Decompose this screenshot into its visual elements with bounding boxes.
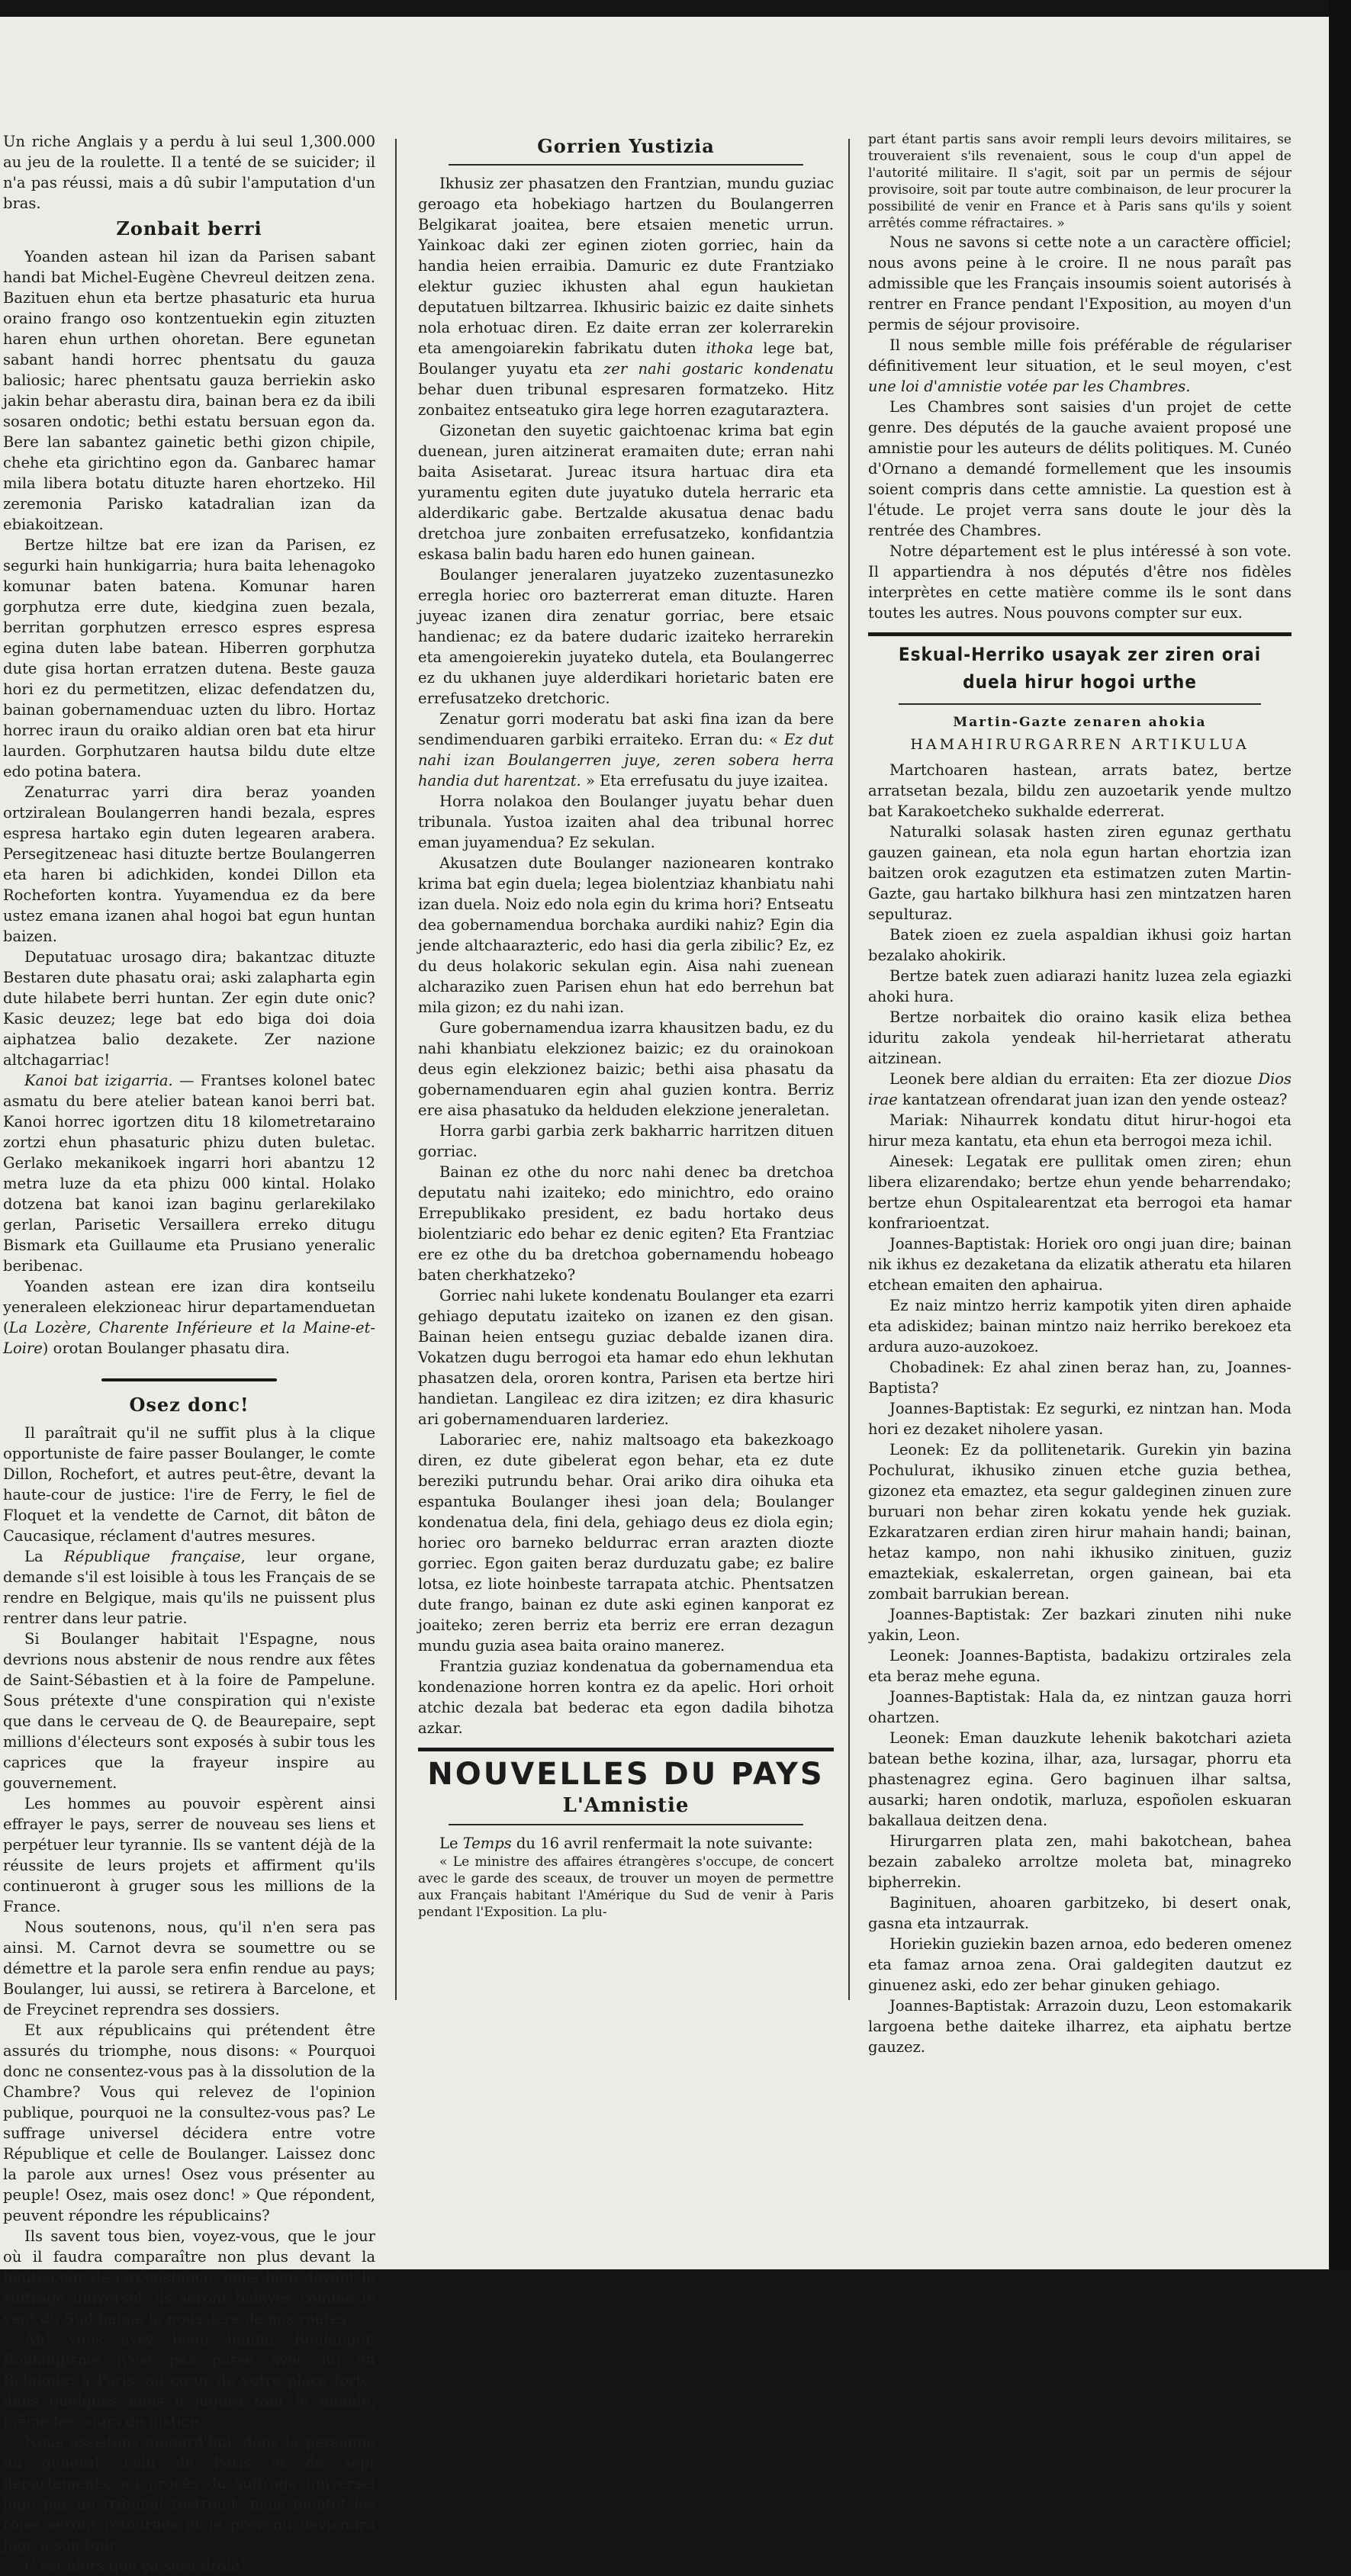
- article-heading: Zonbait berri: [116, 217, 262, 240]
- paragraph: Nous assistons aujourd'hui, dans la personne du général, l'élu de Paris et de sept départements, au procès du suffrage universel juge par un tribunal restreint; mais bientôt les rôles seront retournés et le prévenu deviendra juge à son tour.: [3, 2433, 375, 2554]
- paragraph: Horra garbi garbia zerk bakharric harritzen dituen gorriac.: [418, 1122, 834, 1160]
- divider: [449, 1824, 803, 1825]
- article-title: Eskual-Herriko usayak zer ziren orai duela hirur hogoi urthe: [898, 644, 1262, 693]
- paragraph: Akusatzen dute Boulanger nazionearen kontrako krima bat egin duela; legea biolentziaz khanbiatu nahi izan duela. Noiz edo nola egin du krima hori? Entseatu dea gobernamendua borchaka aurdiki nahiz? Egin dia jende altchaarazteric, edo hasi dia gerla zibilic? Ez, ez du deus holakoric sekulan egin. Aisa nahi zuenean alcharaziko zuen Parisen ehun hat edo berrehun bat mila gizon; ez du nahi izan.: [418, 854, 834, 1016]
- paragraph: Batek zioen ez zuela aspaldian ikhusi goiz hartan bezalako ahokirik.: [868, 926, 1291, 964]
- article-title: Gorrien Yustizia: [537, 135, 715, 157]
- paragraph: Ah! vous avez beau bannir Boulanger, Boulangisme n'est pas passé avec lui en Belgique: à Paris, au cœur de votre place forte, dans quelques mois il jugera tout le monde, même les cours de justice.: [3, 2330, 375, 2430]
- paragraph: Ainesek: Legatak ere pullitak omen ziren; ehun libera elizarendako; bertze ehun yende beharrendako; bertze ehun Ospitalearentzat eta berrogoi eta hamar konfrarioentzat.: [868, 1153, 1291, 1232]
- scan-edge: [1329, 0, 1351, 2269]
- paragraph: Leonek: Eman dauzkute lehenik bakotchari azieta batean bethe kozina, ilhar, aza, lursagar, phorru eta phastenagrez egina. Gero baginuen ilhar saltsa, ausarki; haren ondotik, marluza, espoñolen eskuaran bakallaua deitzen dena.: [868, 1729, 1291, 1829]
- paragraph: Bainan ez othe du norc nahi denec ba dretchoa deputatu nahi izaiteko; edo minichtro, edo oraino Errepublikako president, ez badu hortako deus biolentziaric edo behar ez denic egiten? Eta Frantziac ere ez othe du ba dretchoa gobernamendu hobeago baten cherkhatzeko?: [418, 1163, 834, 1284]
- paragraph: Zenaturrac yarri dira beraz yoanden ortziralean Boulangerren handi bezala, espres espresa hartako egin duten legearen arabera. Persegitzeneac hasi dituzte bertze Boulangerren eta haren bi adichkiden, kondei Dillon eta Rocheforten kontra. Yuyamendua ez da bere ustez emana izanen ahal hogoi bat egun huntan baizen.: [3, 783, 375, 945]
- paragraph: Yoanden astean ere izan dira kontseilu yeneraleen elekzioneac hirur departamenduetan (La Lozère, Charente Inférieure et la Maine-et-Loire) orotan Boulanger phasatu dira.: [3, 1278, 375, 1357]
- paragraph: Les Chambres sont saisies d'un projet de cette genre. Des députés de la gauche avaient proposé une amnistie pour les auteurs de délits politiques. M. Cunéo d'Ornano a demandé formellement que les insoumis soient compris dans cette amnistie. La question est à l'étude. Le projet verra sans doute le jour dès la rentrée des Chambres.: [868, 398, 1291, 539]
- italic-label: Kanoi bat izigarria.: [24, 1072, 173, 1089]
- paragraph: Baginituen, ahoaren garbitzeko, bi desert onak, gasna eta intzaurrak.: [868, 1894, 1291, 1932]
- article-title: Osez donc!: [129, 1394, 249, 1416]
- paragraph: Gorriec nahi lukete kondenatu Boulanger eta ezarri gehiago deputatu izaiteko on izanen ez den gisan. Bainan heien entsegu guziac debalde izanen dira. Vokatzen dugu berrogoi eta hamar edo ehun lekhutan phasatzen dela, ororen kontra, Parisen eta bertze hiri handietan. Langileac ez dira izitzen; ez dira khasuric ari gobernamenduaren larderiez.: [418, 1287, 834, 1428]
- paragraph: Horiekin guziekin bazen arnoa, edo bederen omenez eta famaz arnoa zena. Orai galdegiten dautzut ez ginuenez aski, edo zer behar ginuken gehiago.: [868, 1935, 1291, 1994]
- column-right: [868, 131, 1291, 2056]
- paragraph: Joannes-Baptistak: Ez segurki, ez nintzan han. Moda hori ez dezaket niholere yasan.: [868, 1400, 1291, 1438]
- paragraph: Horra nolakoa den Boulanger juyatu behar duen tribunala. Yustoa izaiten ahal dea tribunal horrec eman juyamendua? Ez sekulan.: [418, 793, 834, 851]
- paragraph: Si Boulanger habitait l'Espagne, nous devrions nous abstenir de nous rendre aux fêtes de Saint-Sébastien et à la foire de Pampelune. Sous prétexte d'une conspiration qui n'existe que dans le cerveau de Q. de Beaurepaire, sept millions d'électeurs sont exposés à subir tous les caprices que la frayeur inspire au gouvernement.: [3, 1630, 375, 1792]
- divider: [449, 164, 803, 166]
- paragraph: Kanoi bat izigarria. — Frantses kolonel batec asmatu du bere atelier batean kanoi berri bat. Kanoi horrec igortzen ditu 18 kilometretaraino zortzi ehun phasaturic phizu duten buletac. Gerlako mekanikoek ingarri hori abantzu 12 metra luze da eta phizu 000 kintal. Holako dotzena bat kanoi izan baginu gerlarekilako gerlan, Parisetic Versaillera erreko ditugu Bismark eta Guillaume eta Prusiano yeneralic beribenac.: [3, 1072, 375, 1275]
- section-rule: [418, 1748, 834, 1751]
- paragraph: Bertze hiltze bat ere izan da Parisen, ez segurki hain hunkigarria; hura baita lehenagoko komunar baten batena. Komunar haren gorphutza erre dute, kiedgina zuen bezala, berritan gorphutzen erresco espres espresa egina duten labe batean. Hiberren gorphutza dute gisa hortan erratzen dutena. Beste gauza hori ez du permetitzen, elizac defendatzen du, bainan gobernamenduac uzten du libro. Hortaz horrec iraun du oraiko aldian oren bat eta hirur laurden. Gorphutzaren hautsa bildu dute eltze edo potina batera.: [3, 536, 375, 780]
- column-rule: [395, 139, 397, 2000]
- paragraph: Mariak: Nihaurrek kondatu ditut hirur-hogoi eta hirur meza kantatu, eta ehun eta berrogoi meza ichil.: [868, 1111, 1291, 1150]
- section-title: NOUVELLES DU PAYS: [427, 1757, 825, 1792]
- paragraph: C'est alors que ça sera drôle!: [24, 2557, 246, 2574]
- paragraph: Gizonetan den suyetic gaichtoenac krima bat egin duenean, juren aitzinerat eramaiten dute; erran nahi baita Asisetarat. Jureac itsura hartuac dira eta yuramentu egiten dute juyatuko dutela herraric eta alderdikaric gabe. Bertzalde akusatua denac badu dretchoa jure zonbaiten errefusatzeko, konfidantzia eskasa balin badu haren edo hunen gainean.: [418, 422, 834, 563]
- paragraph: Frantzia guziaz kondenatua da gobernamendua eta kondenazione horren kontra ez da apelic. Hori orhoit atchic dezala bat bederac eta egon dadila bihotza azkar.: [418, 1658, 834, 1737]
- paragraph: Bertze norbaitek dio oraino kasik eliza bethea iduritu zakola yendeak hil-herrietarat atheratu aitzinean.: [868, 1008, 1291, 1067]
- paragraph: Notre département est le plus intéressé à son vote. Il appartiendra à nos députés d'être nos fidèles interprètes en cette matière comme ils le sont dans toutes les autres. Nous pouvons compter sur eux.: [868, 542, 1291, 622]
- paragraph: Gure gobernamendua izarra khausitzen badu, ez du nahi khanbiatu elekzionez baizic; ez du orainokoan deus egin elekzionez baizic; bethi aisa phasatu da gobernamenduaren egin ahal guzien kontra. Berriz ere aisa phasatuko da helduden elekzione jeneraletan.: [418, 1019, 834, 1119]
- paragraph: Et aux républicains qui prétendent être assurés du triomphe, nous disons: « Pourquoi donc ne consentez-vous pas à la dissolution de la Chambre? Vous qui relevez de l'opinion publique, pourquoi ne la consultez-vous pas? Le suffrage universel décidera entre votre République et celle de Boulanger. Laissez donc la parole aux urnes! Osez vous présenter au peuple! Osez, mais osez donc! » Que répondent, peuvent répondre les républicains?: [3, 2021, 375, 2224]
- paragraph: Ikhusiz zer phasatzen den Frantzian, mundu guziac geroago eta hobekiago hartzen du Boulangerren Belgikarat joaitea, bere etsaien menetic urrun. Yainkoac daki zer eginen zioten gorriec, hain da handia heien erraibia. Damuric ez dute Frantziako elektur guziec ikhusten ahal egun haukietan deputatuen biltzarrea. Ikhusiric baizic ez daite sinhets nola erhotuac diren. Ez daite erran zer kolerrarekin eta amengoiarekin fabrikatu duten ithoka lege bat, Boulanger yuyatu eta zer nahi gostaric kondenatu behar duen tribunal espresaren formatzeko. Hitz zonbaitez entseatuko gira lege horren ezagutaraztera.: [418, 175, 834, 419]
- divider: [899, 703, 1261, 705]
- ornament-divider: [3, 1366, 375, 1387]
- column-rule: [848, 139, 850, 2000]
- paragraph: Joannes-Baptistak: Horiek oro ongi juan dire; bainan nik ikhus ez dezaketana da elizatik atheratu eta hilaren etchean emaiten den aphairua.: [868, 1235, 1291, 1294]
- paragraph: Bertze batek zuen adiarazi hanitz luzea zela egiazki ahoki hura.: [868, 967, 1291, 1005]
- paragraph: Zenatur gorri moderatu bat aski fina izan da bere sendimenduaren garbiki erraiteko. Erran du: « Ez dut nahi izan Boulangerren juye, zeren sobera herra handia dut harentzat. » Eta errefusatu du juye izaitea.: [418, 710, 834, 790]
- paragraph: Laborariec ere, nahiz maltsoago eta bakezkoago diren, ez dute gibelerat egon behar, eta ez dute bereziki putrundu behar. Orai ariko dira oihuka eta espantuka Boulanger ihesi joan dela; Boulanger kondenatua dela, fini dela, gehiago deus ez diola egin; horiec oro barneko beldurrac erran arazten diozte gorriec. Egon gaiten beraz durduzatu gabe; ez balire lotsa, ez liote hoinbeste tarrapata atchic. Phentsatzen dute frango, bainan ez dute aski eginen kanporat ez joaiteko; zeren berriz eta berriz ere erran dezagun mundu guzia asea baita oraino manerez.: [418, 1431, 834, 1655]
- article-number: HAMAHIRURGARREN ARTIKULUA: [910, 736, 1250, 753]
- paragraph: Martchoaren hastean, arrats batez, bertze arratsetan bezala, bildu zen auzoetarik yende multzo bat Karakoetcheko sukhalde ederrerat.: [868, 761, 1291, 820]
- paragraph: La République française, leur organe, demande s'il est loisible à tous les Français de se rendre en Belgique, mais qu'ils ne puissent plus rentrer dans leur patrie.: [3, 1548, 375, 1627]
- quote-paragraph: part étant partis sans avoir rempli leurs devoirs militaires, se trouveraient s'ils revenaient, sous le coup d'un appel de l'autorité militaire. Il s'agit, soit par un permis de séjour provisoire, soit par toute autre combinaison, de leur procurer la possibilité de venir en France et à Paris sans qu'ils y soient arrêtés comme réfractaires. »: [868, 132, 1291, 231]
- paragraph: Leonek: Ez da pollitenetarik. Gurekin yin bazina Pochulurat, ikhusiko zinuen etche guzia bethea, gizonez eta emaztez, eta segur galdeginen zinuen zure buruari non behar ziren kokatu yende hek guziak. Ezkaratzaren erdian ziren hirur mahain handi; bainan, hetaz kampo, non nahi ikhusiko zinituen, guziz emaztekiak, eskalerretan, orgen gainean, bai eta zombait barrukian berean.: [868, 1441, 1291, 1603]
- article-title: L'Amnistie: [562, 1794, 690, 1817]
- paragraph: Joannes-Baptistak: Zer bazkari zinuten nihi nuke yakin, Leon.: [868, 1606, 1291, 1644]
- paragraph: Les hommes au pouvoir espèrent ainsi effrayer le pays, serrer de nouveau ses liens et perpétuer leur tyrannie. Ils se vantent déjà de la réussite de leurs projets et affirment qu'ils continueront à gruger sous les millions de la France.: [3, 1795, 375, 1915]
- column-left: [3, 131, 375, 2574]
- paragraph: Naturalki solasak hasten ziren egunaz gerthatu gauzen gainean, eta nola egun hartan ehortzia izan baitzen orok ezagutzen eta estimatzen zuten Martin-Gazte, gau hartako bilkhura hasi zen mintzatzen haren sepulturaz.: [868, 823, 1291, 923]
- paragraph: Il nous semble mille fois préférable de régulariser définitivement leur situation, et le seul moyen, c'est une loi d'amnistie votée par les Chambres.: [868, 336, 1291, 395]
- paragraph: Leonek bere aldian du erraiten: Eta zer diozue Dios irae kantatzean ofrendarat juan izan den yende osteaz?: [868, 1070, 1291, 1108]
- paragraph: Boulanger jeneralaren juyatzeko zuzentasunezko erregla horiec oro bazterrerat eman dituzte. Haren juyeac izanen dira zenatur gorriac, bere etsaic handienac; ez da batere dudaric izaiteko herrarekin eta amengoierekin juyateko dutela, eta Boulangerrec ez du ukhanen juye alderdikari horietaric baten ere errefusatzeko dretchoric.: [418, 566, 834, 707]
- paragraph: Ez naiz mintzo herriz kampotik yiten diren aphaide eta adiskidez; bainan mintzo naiz herriko berekoez eta ardura auzo-auzokoez.: [868, 1297, 1291, 1356]
- paragraph: Chobadinek: Ez ahal zinen beraz han, zu, Joannes-Baptista?: [868, 1359, 1291, 1397]
- paragraph: Nous ne savons si cette note a un caractère officiel; nous avons peine à le croire. Il ne nous paraît pas admissible que les Français insoumis soient autorisés à rentrer en France pendant l'Exposition, au moyen d'un permis de séjour provisoire.: [868, 233, 1291, 333]
- paragraph: Leonek: Joannes-Baptista, badakizu ortzirales zela eta beraz mehe eguna.: [868, 1647, 1291, 1685]
- paragraph: Il paraîtrait qu'il ne suffit plus à la clique opportuniste de faire passer Boulanger, le comte Dillon, Rochefort, et autres peut-être, devant la haute-cour de justice: l'ire de Ferry, le fiel de Floquet et la vendette de Carnot, dit bâton de Caucasique, réclament d'autres mesures.: [3, 1424, 375, 1545]
- column-middle: [418, 131, 834, 2015]
- paragraph: Deputatuac urosago dira; bakantzac dituzte Bestaren dute phasatu orai; aski zalapharta egin dute hilabete berri huntan. Zer egin dute onic? Kasic deuzez; lege bat edo biga doi doia aiphatzea balio dezakete. Zer nazione altchagarriac!: [3, 948, 375, 1069]
- intro-paragraph: Un riche Anglais y a perdu à lui seul 1,300.000 au jeu de la roulette. Il a tenté de se suicider; il n'a pas réussi, mais a dû subir l'amputation d'un bras.: [3, 133, 375, 212]
- paragraph: Hirurgarren plata zen, mahi bakotchean, bahea bezain zabaleko arroltze moleta bat, minagreko bipherrekin.: [868, 1832, 1291, 1891]
- paragraph: Ils savent tous bien, voyez-vous, que le jour où il faudra comparaître non plus devant la haute-cour de circonstance, mais bien devant le suffrage universel, ils seront balayés comme le vent du Sud balaie la poussière de nos routes.: [3, 2227, 375, 2327]
- newspaper-page: [0, 17, 1329, 2574]
- article-subtitle: Martin-Gazte zenaren ahokia: [953, 715, 1207, 730]
- paragraph: Le Temps du 16 avril renfermait la note suivante:: [439, 1835, 813, 1852]
- quote-paragraph: « Le ministre des affaires étrangères s'occupe, de concert avec le garde des sceaux, de trouver un moyen de permettre aux Français habitant l'Amérique du Sud de venir à Paris pendant l'Exposition. La plu-: [418, 1854, 834, 1920]
- paragraph: Nous soutenons, nous, qu'il n'en sera pas ainsi. M. Carnot devra se soumettre ou se démettre et la parole sera enfin rendue au pays; Boulanger, lui aussi, se retirera à Barcelone, et de Freycinet reprendra ses dossiers.: [3, 1918, 375, 2018]
- section-rule: [868, 632, 1291, 636]
- paragraph: Joannes-Baptistak: Arrazoin duzu, Leon estomakarik largoena bethe daiteke ilharrez, eta aiphatu bertze gauzez.: [868, 1997, 1291, 2056]
- paragraph: Yoanden astean hil izan da Parisen sabant handi bat Michel-Eugène Chevreul deitzen zena. Bazituen ehun eta bertze phasaturic eta hurua oraino frango oso kontzentuekin egin zituzten haren ehun urthen ohoretan. Bere egunetan sabant handi horrec phentsatu du gauza baliosic; harec phentsatu gauza berriekin asko jakin behar aberastu dira, bainan bera ez da ibili sosaren ondotic; bethi estatu bersuan egon da. Bere lan sabantez gainetic bethi gizon chipile, chehe eta girichtino egon da. Ganbarec hamar mila libera botatu dituzte haren ehortzeko. Hil zeremonia Parisko katadralian izan da ebiakoitzean.: [3, 248, 375, 533]
- paragraph: Joannes-Baptistak: Hala da, ez nintzan gauza horri ohartzen.: [868, 1688, 1291, 1726]
